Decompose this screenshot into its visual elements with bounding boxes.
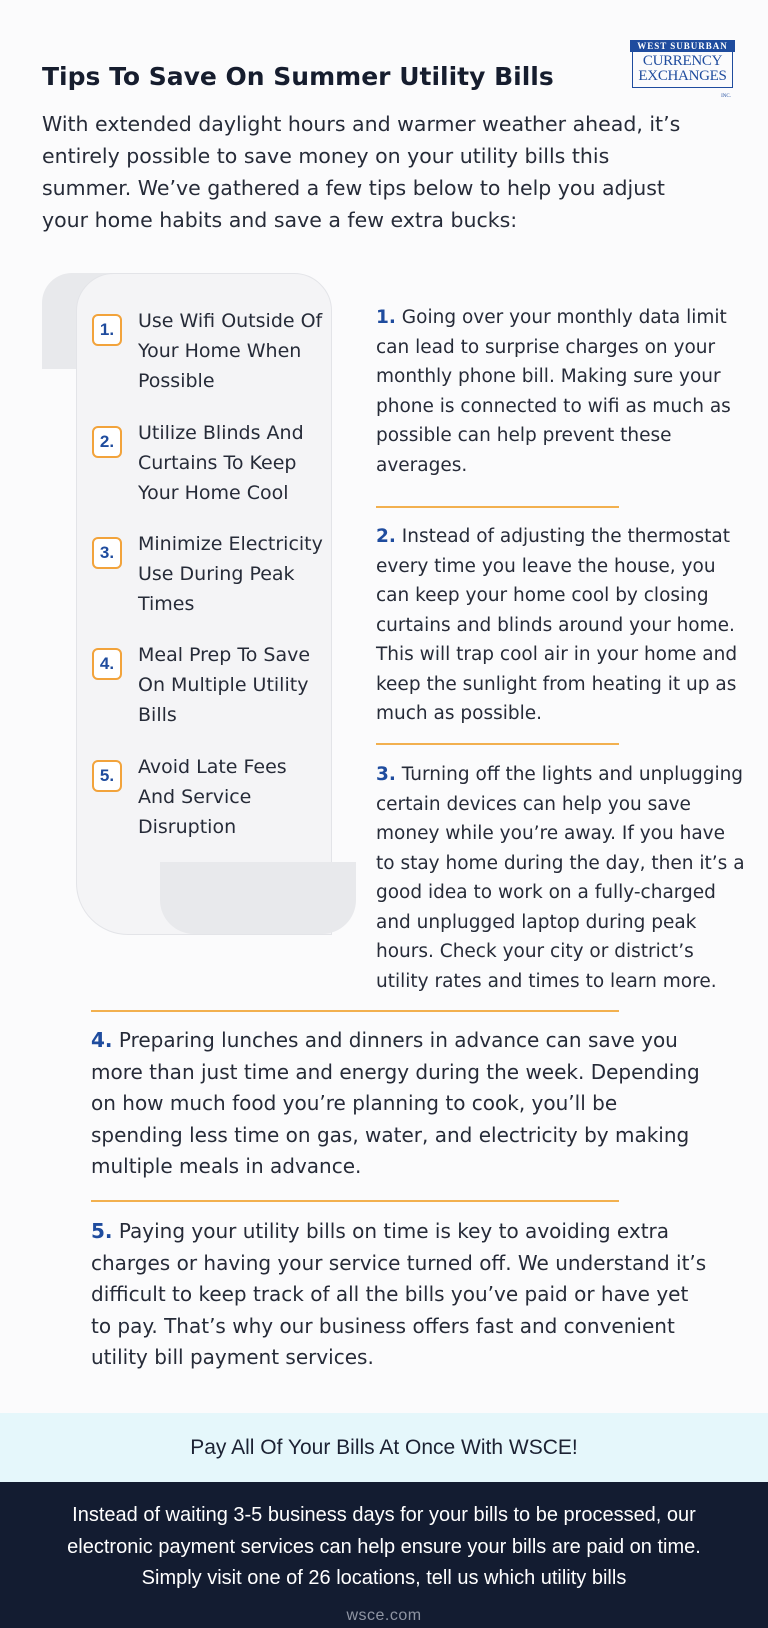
- footer-website: wsce.com: [346, 1607, 422, 1624]
- tip-detail-number: 2.: [376, 526, 396, 547]
- tip-label: Utilize Blinds And Curtains To Keep Your Home Cool: [138, 422, 304, 504]
- tip-detail-number: 1.: [376, 307, 396, 328]
- company-logo: [630, 40, 735, 98]
- tip-detail-paragraph: [91, 1025, 711, 1183]
- logo-top-band: WEST SUBURBAN: [630, 40, 735, 52]
- tip-number-badge: 1.: [92, 314, 122, 346]
- tip-number-badge: 3.: [92, 537, 122, 569]
- tip-detail-number: 4.: [91, 1028, 113, 1052]
- scroll-card-curl-bottom: [160, 862, 356, 934]
- tip-detail-text: Turning off the lights and unplugging certain devices can help you save money while you’re away. If you have to stay home during the day, then it’s a good idea to work on a fully-charged and unplugged laptop during peak hours. Check your city or district’s utility rates and times to learn more.: [376, 764, 745, 992]
- section-divider: [91, 1200, 619, 1202]
- tip-label: Minimize Electricity Use During Peak Times: [138, 533, 323, 615]
- tip-label: Meal Prep To Save On Multiple Utility Bills: [138, 644, 311, 726]
- logo-line-1: CURRENCY: [642, 53, 723, 69]
- tip-detail-text: Preparing lunches and dinners in advance can save you more than just time and energy during the week. Depending on how much food you’re planning to cook, you’ll be spending less time on gas, water, and electricity by making multiple meals in advance.: [91, 1028, 700, 1178]
- tip-number-badge: 5.: [92, 760, 122, 792]
- tip-number-badge: 2.: [92, 426, 122, 458]
- tip-detail-text: Instead of adjusting the thermostat every time you leave the house, you can keep your home cool by closing curtains and blinds around your home. This will trap cool air in your home and keep the sunlight from heating it up as much as possible.: [376, 526, 738, 724]
- page-title: Tips To Save On Summer Utility Bills: [42, 62, 554, 91]
- tip-detail-paragraph: [376, 303, 746, 480]
- cta-banner: [0, 1413, 768, 1482]
- section-divider: [376, 506, 619, 508]
- tip-detail-paragraph: [91, 1216, 711, 1374]
- logo-wordmark: [632, 52, 733, 88]
- footer: [0, 1482, 768, 1628]
- tip-detail-number: 5.: [91, 1219, 113, 1243]
- section-divider: [376, 743, 619, 745]
- cta-headline: Pay All Of Your Bills At Once With WSCE!: [190, 1435, 578, 1459]
- section-divider: [91, 1010, 619, 1012]
- tip-detail-number: 3.: [376, 764, 396, 785]
- tip-detail-paragraph: [376, 522, 746, 729]
- intro-paragraph: With extended daylight hours and warmer weather ahead, it’s entirely possible to save money on your utility bills this summer. We’ve gathered a few tips below to help you adjust your home habits and save a few extra bucks:: [42, 112, 681, 232]
- tip-number-badge: 4.: [92, 648, 122, 680]
- tip-label: Use Wifi Outside Of Your Home When Possible: [138, 310, 323, 392]
- tip-label: Avoid Late Fees And Service Disruption: [138, 756, 287, 838]
- logo-suffix: INC.: [721, 94, 731, 99]
- tip-detail-text: Going over your monthly data limit can lead to surprise charges on your monthly phone bill. Making sure your phone is connected to wifi as much as possible can help prevent these averages.: [376, 307, 731, 476]
- tip-detail-text: Paying your utility bills on time is key to avoiding extra charges or having your service turned off. We understand it’s difficult to keep track of all the bills you’ve paid or have yet to pay. That’s why our business offers fast and convenient utility bill payment services.: [91, 1219, 707, 1369]
- footer-text: Instead of waiting 3-5 business days for your bills to be processed, our electronic payment services can help ensure your bills are paid on time. Simply visit one of 26 locations, tell us which utility bills: [67, 1504, 701, 1589]
- tip-detail-paragraph: [376, 760, 746, 996]
- logo-line-2: EXCHANGES: [638, 68, 727, 84]
